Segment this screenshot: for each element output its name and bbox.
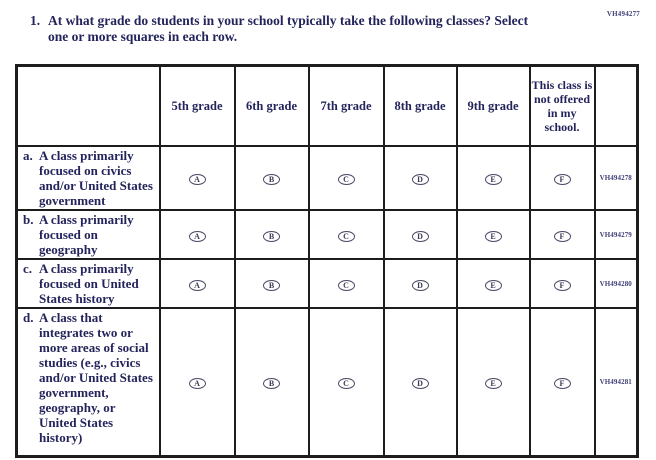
bubble-cell[interactable] [309,146,384,210]
answer-bubble-d[interactable]: D [412,231,429,242]
answer-bubble-b[interactable]: B [263,280,280,291]
row-label-cell [17,146,160,210]
row-code: VH494281 [595,308,638,456]
bubble-cell[interactable] [160,308,235,456]
table-row [17,308,638,456]
table-row [17,210,638,259]
bubble-cell[interactable] [384,308,457,456]
bubble-cell[interactable] [160,210,235,259]
row-code: VH494280 [595,259,638,308]
column-header-6th-grade: 6th grade [235,66,309,147]
form-code: VH494277 [606,10,640,18]
row-label-cell [17,308,160,456]
bubble-cell[interactable] [457,259,530,308]
column-header-not-offered: This class is not offered in my school. [530,66,595,147]
answer-bubble-f[interactable]: F [554,280,571,291]
bubble-cell[interactable] [384,259,457,308]
row-label-cell [17,259,160,308]
bubble-cell[interactable] [384,146,457,210]
row-label: A class that integrates two or more areas of social studies (e.g., civics and/or United States government, geography, or United States history) [39,310,153,445]
row-label-cell [17,210,160,259]
question [30,13,590,44]
empty-code-header-cell [595,66,638,147]
row-label: A class primarily focused on geography [39,212,134,257]
bubble-cell[interactable] [384,210,457,259]
grade-selection-table [15,64,639,458]
bubble-cell[interactable] [457,210,530,259]
bubble-cell[interactable] [309,259,384,308]
answer-bubble-b[interactable]: B [263,231,280,242]
row-letter: a. [23,148,33,163]
column-header-8th-grade: 8th grade [384,66,457,147]
answer-bubble-c[interactable]: C [338,231,355,242]
answer-bubble-f[interactable]: F [554,231,571,242]
row-label: A class primarily focused on civics and/or United States government [39,148,153,208]
column-header-7th-grade: 7th grade [309,66,384,147]
bubble-cell[interactable] [457,146,530,210]
row-letter: b. [23,212,34,227]
question-line-1: At what grade do students in your school typically take the following classes? Select [48,13,529,28]
table-row [17,259,638,308]
bubble-cell[interactable] [235,259,309,308]
answer-bubble-d[interactable]: D [412,280,429,291]
bubble-cell[interactable] [530,259,595,308]
answer-bubble-b[interactable]: B [263,378,280,389]
bubble-cell[interactable] [530,146,595,210]
answer-bubble-a[interactable]: A [189,280,206,291]
table-row [17,146,638,210]
row-letter: c. [23,261,33,276]
answer-bubble-a[interactable]: A [189,174,206,185]
bubble-cell[interactable] [530,308,595,456]
header-row [17,66,638,147]
bubble-cell[interactable] [235,146,309,210]
answer-bubble-e[interactable]: E [485,174,502,185]
row-code: VH494279 [595,210,638,259]
bubble-cell[interactable] [309,210,384,259]
column-header-9th-grade: 9th grade [457,66,530,147]
answer-bubble-f[interactable]: F [554,174,571,185]
bubble-cell[interactable] [309,308,384,456]
answer-bubble-d[interactable]: D [412,174,429,185]
bubble-cell[interactable] [530,210,595,259]
bubble-cell[interactable] [235,308,309,456]
bubble-cell[interactable] [457,308,530,456]
answer-bubble-c[interactable]: C [338,174,355,185]
empty-corner-cell [17,66,160,147]
answer-bubble-a[interactable]: A [189,378,206,389]
answer-bubble-d[interactable]: D [412,378,429,389]
question-number: 1. [30,13,41,28]
bubble-cell[interactable] [160,146,235,210]
row-code: VH494278 [595,146,638,210]
bubble-cell[interactable] [235,210,309,259]
bubble-cell[interactable] [160,259,235,308]
question-text [48,13,528,44]
answer-bubble-e[interactable]: E [485,231,502,242]
answer-bubble-a[interactable]: A [189,231,206,242]
answer-bubble-f[interactable]: F [554,378,571,389]
answer-bubble-c[interactable]: C [338,280,355,291]
table-body [17,146,638,456]
answer-bubble-e[interactable]: E [485,280,502,291]
column-header-5th-grade: 5th grade [160,66,235,147]
question-line-2: one or more squares in each row. [48,28,238,44]
answer-bubble-e[interactable]: E [485,378,502,389]
answer-bubble-c[interactable]: C [338,378,355,389]
answer-bubble-b[interactable]: B [263,174,280,185]
row-label: A class primarily focused on United States history [39,261,139,306]
row-letter: d. [23,310,34,325]
